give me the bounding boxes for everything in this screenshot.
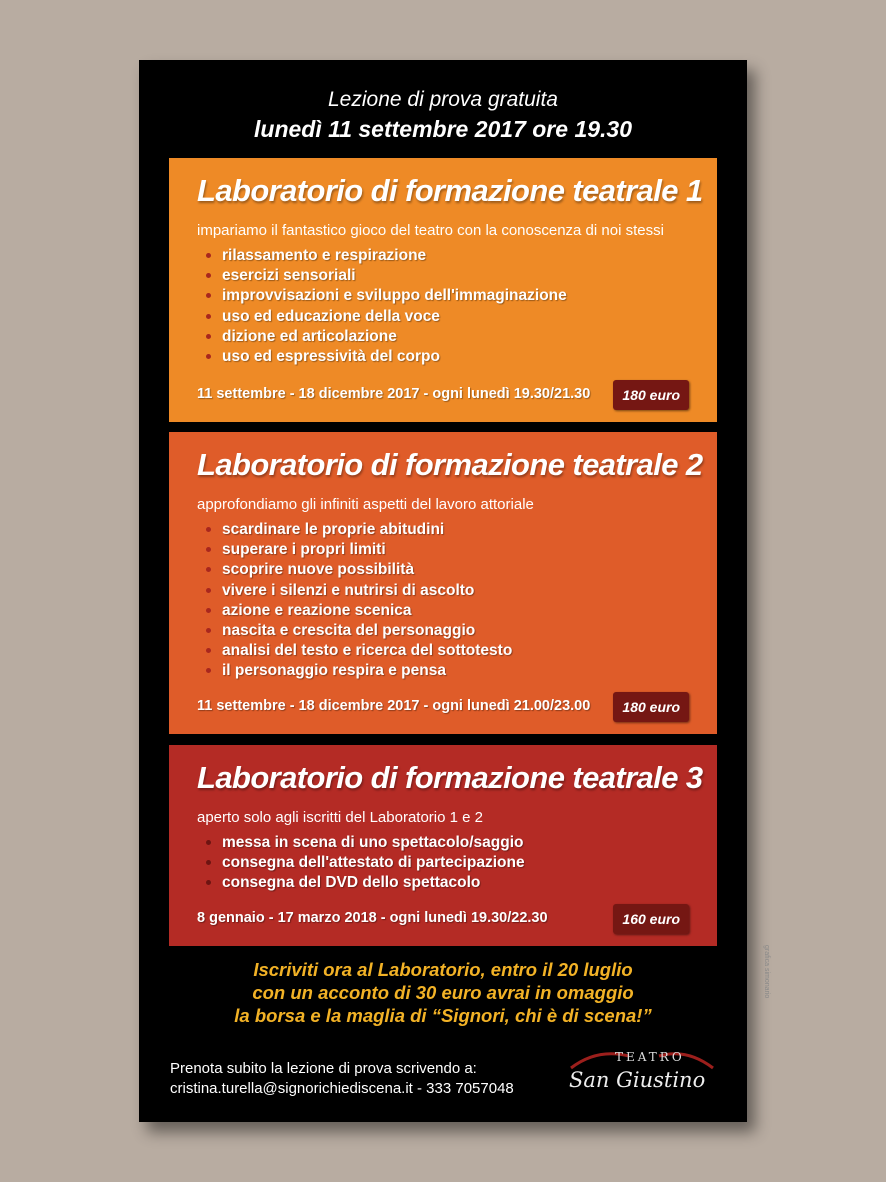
lab-dates: 11 settembre - 18 dicembre 2017 - ogni lunedì 19.30/21.30 [197, 386, 591, 402]
item-text: esercizi sensoriali [222, 267, 356, 285]
lab-items [197, 520, 717, 682]
item-text: uso ed espressività del corpo [222, 348, 440, 366]
item-text: uso ed educazione della voce [222, 307, 440, 325]
lab-items [197, 246, 717, 367]
list-item [206, 286, 717, 306]
bullet-icon [206, 253, 211, 258]
intro-date: lunedì 11 settembre 2017 ore 19.30 [254, 116, 632, 142]
list-item [206, 641, 717, 661]
contact-email-phone[interactable]: cristina.turella@signorichiediscena.it - 333 7057048 [170, 1080, 514, 1097]
bullet-icon [206, 608, 211, 613]
list-item [206, 581, 717, 601]
price-badge: 160 euro [613, 904, 689, 934]
item-text: scoprire nuove possibilità [222, 561, 415, 579]
bullet-icon [206, 273, 211, 278]
price-badge: 180 euro [613, 692, 689, 722]
list-item [206, 246, 717, 266]
bullet-icon [206, 860, 211, 865]
bullet-icon [206, 668, 211, 673]
poster [139, 60, 770, 1122]
item-text: improvvisazioni e sviluppo dell'immaginazione [222, 287, 567, 305]
credit-text: grafica simonario [763, 945, 770, 999]
lab-subtitle: aperto solo agli iscritti del Laboratorio 1 e 2 [197, 809, 483, 826]
item-text: consegna dell'attestato di partecipazione [222, 854, 525, 872]
list-item [206, 307, 717, 327]
contact-line-1: Prenota subito la lezione di prova scrivendo a: [170, 1060, 477, 1077]
item-text: rilassamento e respirazione [222, 247, 427, 264]
lab-items [197, 833, 717, 894]
offer-text [139, 958, 747, 1027]
lab-dates: 8 gennaio - 17 marzo 2018 - ogni lunedì 19.30/22.30 [197, 910, 548, 926]
bullet-icon [206, 880, 211, 885]
item-text: il personaggio respira e pensa [222, 662, 446, 680]
lab-title: Laboratorio di formazione teatrale 2 [197, 447, 703, 482]
item-text: vivere i silenzi e nutrirsi di ascolto [222, 581, 475, 599]
bullet-icon [206, 567, 211, 572]
bullet-icon [206, 314, 211, 319]
item-text: superare i propri limiti [222, 541, 386, 559]
lab-subtitle: approfondiamo gli infiniti aspetti del lavoro attoriale [197, 496, 534, 513]
list-item [206, 661, 717, 681]
bullet-icon [206, 334, 211, 339]
lab-footer [197, 380, 689, 410]
price-badge: 180 euro [613, 380, 689, 410]
offer-line-1: Iscriviti ora al Laboratorio, entro il 20 luglio [253, 959, 633, 980]
bullet-icon [206, 840, 211, 845]
teatro-logo [567, 1046, 717, 1106]
lab-title: Laboratorio di formazione teatrale 3 [197, 760, 703, 795]
bullet-icon [206, 547, 211, 552]
list-item [206, 347, 717, 367]
list-item [206, 540, 717, 560]
lab-dates: 11 settembre - 18 dicembre 2017 - ogni lunedì 21.00/23.00 [197, 698, 591, 714]
lab-panel-1 [169, 158, 717, 422]
bullet-icon [206, 293, 211, 298]
bullet-icon [206, 648, 211, 653]
list-item [206, 853, 717, 873]
list-item [206, 833, 717, 853]
lab-subtitle: impariamo il fantastico gioco del teatro con la conoscenza di noi stessi [197, 222, 664, 239]
bullet-icon [206, 628, 211, 633]
contact-info [170, 1059, 514, 1099]
lab-title: Laboratorio di formazione teatrale 1 [197, 173, 703, 208]
list-item [206, 621, 717, 641]
list-item [206, 520, 717, 540]
list-item [206, 266, 717, 286]
lab-footer [197, 904, 689, 934]
item-text: analisi del testo e ricerca del sottotesto [222, 642, 513, 660]
offer-line-2: con un acconto di 30 euro avrai in omaggio [252, 982, 634, 1003]
item-text: dizione ed articolazione [222, 327, 397, 345]
item-text: scardinare le proprie abitudini [222, 521, 445, 538]
bullet-icon [206, 527, 211, 532]
intro-line-1: Lezione di prova gratuita [328, 88, 558, 111]
lab-panel-2 [169, 432, 717, 734]
list-item [206, 873, 717, 893]
intro [139, 86, 747, 144]
item-text: azione e reazione scenica [222, 601, 412, 619]
logo-teatro: TEATRO [615, 1050, 685, 1064]
list-item [206, 327, 717, 347]
item-text: messa in scena di uno spettacolo/saggio [222, 834, 524, 851]
lab-footer [197, 692, 689, 722]
item-text: nascita e crescita del personaggio [222, 622, 476, 640]
bullet-icon [206, 588, 211, 593]
offer-line-3: la borsa e la maglia di “Signori, chi è di scena!” [234, 1005, 652, 1026]
list-item [206, 560, 717, 580]
list-item [206, 601, 717, 621]
lab-panel-3 [169, 745, 717, 946]
logo-name: San Giustino [569, 1068, 706, 1092]
bullet-icon [206, 354, 211, 359]
item-text: consegna del DVD dello spettacolo [222, 874, 481, 892]
